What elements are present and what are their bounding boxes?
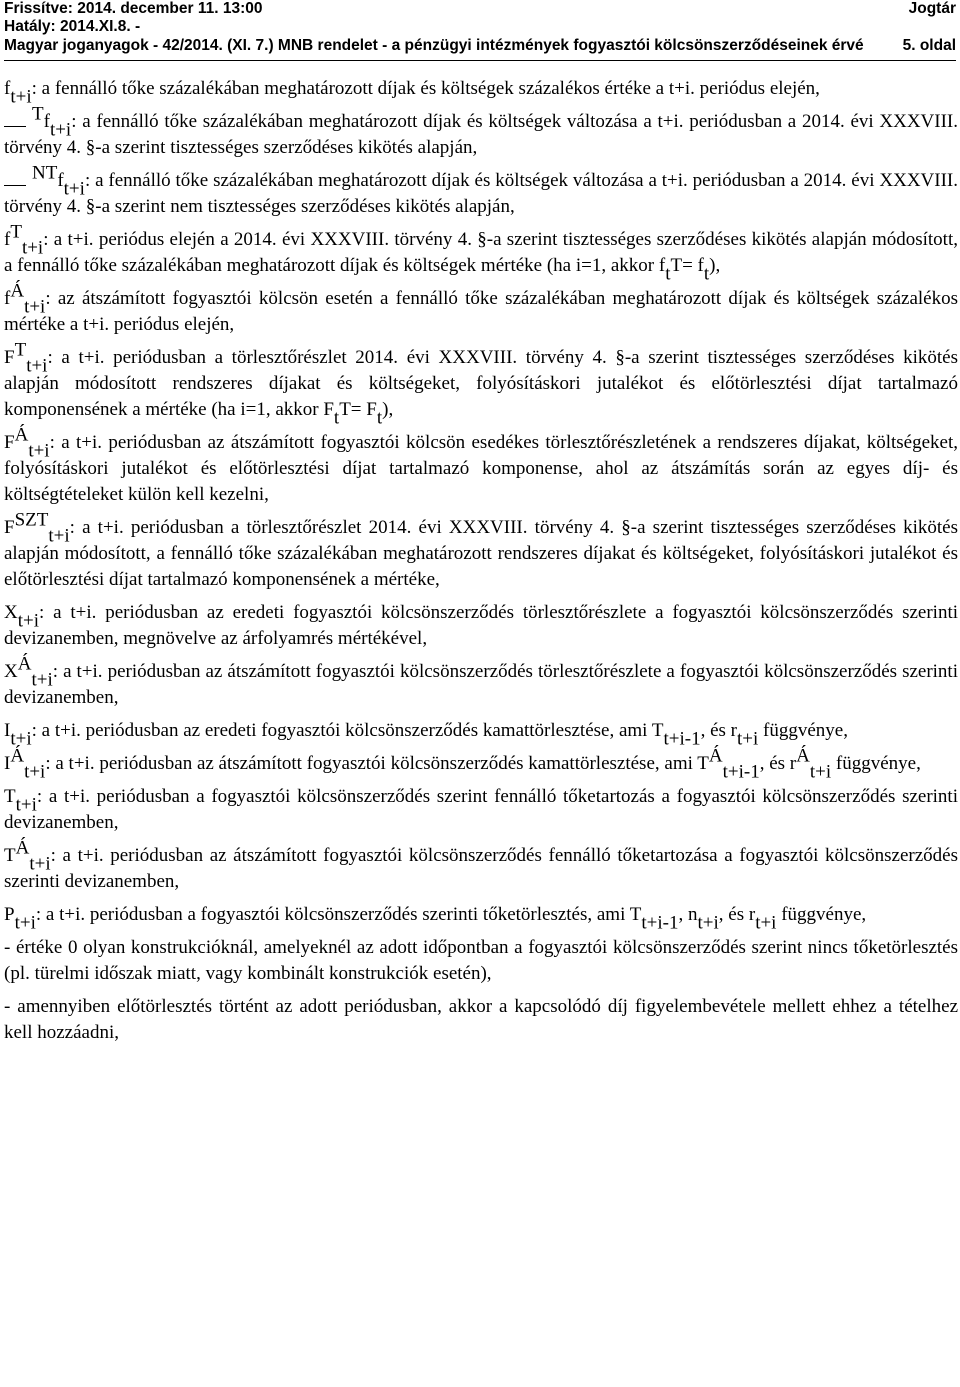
definition-ft: $f^T_{t+i}$: a t+i. periódus elején a 2014. évi XXXVIII. törvény 4. §-a szerint tisztességes szerződéses kikötés alapján módosított, a fennálló tőke százalékában meghatározott díjak és költségek mértéke (ha i=1, akkor $f_tT= f_t$), [4,221,958,285]
definition-tf: $^Tf_{t+i}$: a fennálló tőke százalékában meghatározott díjak és költségek változása a t+i. periódusban a 2014. évi XXXVIII. törvény 4. §-a szerint tisztességes szerződéses kikötés alapján, [4,103,958,158]
definition-FA: $F^Á_{t+i}$: a t+i. periódusban az átszámított fogyasztói kölcsön esedékes törlesztőrészletének a rendszeres díjakat, költségeket, folyósításkori jutalékot és előtörlesztési díjat tartalmazó komponense, ahol az átszámítás során az egyes díj- és költségtételeket külön kell kezelni, [4,424,958,505]
header-line-3 [4,37,956,55]
header-line-2 [4,18,956,36]
dash-mark [4,175,26,186]
definition-XA: $X^Á_{t+i}$: a t+i. periódusban az átszámított fogyasztói kölcsönszerződés törlesztőrészlete a fogyasztói kölcsönszerződés szerinti devizanemben, [4,653,958,708]
definition-P: $P_{t+i}$: a t+i. periódusban a fogyasztói kölcsönszerződés szerinti tőketörlesztés, ami $T_{t+i-1}$, $n_{t+i}$, és $r_{t+i}$ függvénye, [4,904,867,934]
header-line-1 [4,0,956,18]
definition-T: $T_{t+i}$: a t+i. periódusban a fogyasztói kölcsönszerződés szerint fennálló tőketartozás a fogyasztói kölcsönszerződés szerinti devizanemben, [4,786,958,833]
definition-X: $X_{t+i}$: a t+i. periódusban az eredeti fogyasztói kölcsönszerződés törlesztőrészlete a fogyasztói kölcsönszerződés szerinti devizanemben, megnövelve az árfolyamrés mértékével, [4,602,958,649]
definition-fa: $f^Á_{t+i}$: az átszámított fogyasztói kölcsön esetén a fennálló tőke százalékában meghatározott díjak és költségek százalékos mértéke a t+i. periódus elején, [4,280,958,335]
document-body [4,76,958,1053]
definition-ntf: $^{NT}f_{t+i}$: a fennálló tőke százalékában meghatározott díjak és költségek változása a t+i. periódusban a 2014. évi XXXVIII. törvény 4. §-a szerint nem tisztességes szerződéses kikötés alapján, [4,162,958,217]
dash-mark [4,116,26,127]
header-divider [4,60,956,61]
header-validity: Hatály: 2014.XI.8. - [4,18,141,35]
definition-FSZT: $F^{SZT}_{t+i}$: a t+i. periódusban a törlesztőrészlet 2014. évi XXXVIII. törvény 4. §-a szerint tisztességes szerződéses kikötés alapján módosított, a fennálló tőke százalékában meghatározott rendszeres díjakat és költségeket, folyósításkori jutalékot és előtörlesztési díjat tartalmazó komponensének a mértéke, [4,509,958,590]
definition-TA: $T^Á_{t+i}$: a t+i. periódusban az átszámított fogyasztói kölcsönszerződés fennálló tőketartozása a fogyasztói kölcsönszerződés szerinti devizanemben, [4,837,958,892]
definition-IA: $I^Á_{t+i}$: a t+i. periódusban az átszámított fogyasztói kölcsönszerződés kamattörlesztése, ami $T^Á_{t+i-1}$, és $r^Á_{t+i}$ függvénye, [4,745,921,783]
definition-f: $f_{t+i}$: a fennálló tőke százalékában meghatározott díjak és költségek százalékos értéke a t+i. periódus elején, [4,78,820,108]
definition-I: $I_{t+i}$: a t+i. periódusban az eredeti fogyasztói kölcsönszerződés kamattörlesztése, ami $T_{t+i-1}$, és $r_{t+i}$ függvénye, [4,720,848,750]
definition-FT: $F^T_{t+i}$: a t+i. periódusban a törlesztőrészlet 2014. évi XXXVIII. törvény 4. §-a szerint tisztességes szerződéses kikötés alapján módosított rendszeres díjakat és költségeket, folyósításkori jutalékot és előtörlesztési díjat tartalmazó komponensének a mértéke (ha i=1, akkor $F_tT= F_t$), [4,339,958,429]
header-page-number: 5. oldal [902,37,956,54]
bullet-prepayment: - amennyiben előtörlesztés történt az adott periódusban, akkor a kapcsolódó díj figyelembevétele mellett ehhez a tételhez kell hozzáadni, [4,996,958,1043]
header-source: Jogtár [908,0,956,17]
header-updated: Frissítve: 2014. december 11. 13:00 [4,0,263,17]
header-document-title: Magyar joganyagok - 42/2014. (XI. 7.) MNB rendelet - a pénzügyi intézmények fogyasztói kölcsönszerződéseinek érvé [4,37,864,54]
bullet-no-repayment: - értéke 0 olyan konstrukcióknál, amelyeknél az adott időpontban a fogyasztói kölcsönszerződés szerint nincs tőketörlesztés (pl. türelmi időszak miatt, vagy kombinált konstrukciók esetén), [4,937,958,984]
